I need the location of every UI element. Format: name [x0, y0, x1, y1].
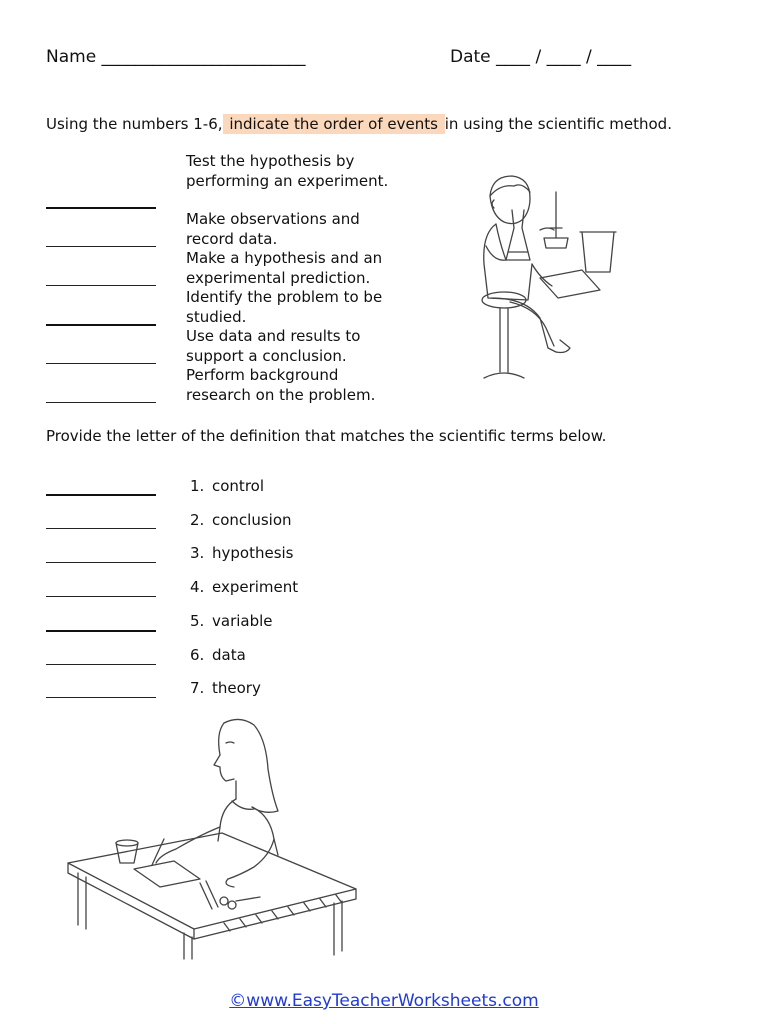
term-label: conclusion — [212, 511, 292, 529]
term-answer-blank[interactable] — [46, 630, 156, 632]
term-label: experiment — [212, 578, 299, 596]
term-number: 2. — [190, 511, 205, 529]
term-item — [190, 511, 292, 529]
term-label: variable — [212, 612, 273, 630]
date-field-label: Date ____ / ____ / ____ — [450, 47, 632, 67]
term-item — [190, 477, 264, 495]
term-item — [190, 612, 273, 630]
order-answer-blank[interactable] — [46, 324, 156, 326]
order-answer-blank[interactable] — [46, 207, 156, 209]
boy-scientist-illustration — [470, 168, 620, 390]
matching-instruction: Provide the letter of the definition that matches the scientific terms below. — [46, 427, 607, 445]
site-link[interactable]: ©www.EasyTeacherWorksheets.com — [229, 991, 539, 1011]
term-label: data — [212, 646, 246, 664]
order-answer-blank[interactable] — [46, 363, 156, 364]
term-label: control — [212, 477, 264, 495]
step-item: Use data and results to support a conclusion. — [186, 327, 361, 365]
term-number: 7. — [190, 679, 205, 697]
order-answer-blank[interactable] — [46, 246, 156, 247]
step-item: Perform background research on the problem. — [186, 366, 376, 404]
term-number: 5. — [190, 612, 205, 630]
term-answer-blank[interactable] — [46, 562, 156, 563]
term-number: 6. — [190, 646, 205, 664]
term-item — [190, 544, 294, 562]
term-item — [190, 578, 298, 596]
instruction-highlight: indicate the order of events — [224, 115, 443, 133]
term-number: 4. — [190, 578, 205, 596]
step-item: Make a hypothesis and an experimental prediction. — [186, 249, 383, 287]
order-answer-blank[interactable] — [46, 402, 156, 403]
term-answer-blank[interactable] — [46, 697, 156, 698]
term-label: theory — [212, 679, 261, 697]
term-answer-blank[interactable] — [46, 494, 156, 496]
term-answer-blank[interactable] — [46, 596, 156, 597]
term-number: 1. — [190, 477, 205, 495]
order-answer-blank[interactable] — [46, 285, 156, 286]
term-item — [190, 646, 246, 664]
ordering-instruction — [46, 115, 672, 133]
name-field-label: Name ________________________ — [46, 47, 306, 67]
term-label: hypothesis — [212, 544, 294, 562]
instruction-text-start: Using the numbers 1-6, — [46, 115, 223, 133]
step-item: Make observations and record data. — [186, 210, 360, 248]
footer — [0, 991, 768, 1011]
term-number: 3. — [190, 544, 205, 562]
term-answer-blank[interactable] — [46, 664, 156, 665]
girl-at-desk-illustration — [64, 715, 364, 960]
step-item: Test the hypothesis by performing an experiment. — [186, 152, 389, 190]
term-answer-blank[interactable] — [46, 528, 156, 529]
term-item — [190, 679, 261, 697]
step-item: Identify the problem to be studied. — [186, 288, 383, 326]
instruction-text-end: in using the scientific method. — [444, 115, 672, 133]
